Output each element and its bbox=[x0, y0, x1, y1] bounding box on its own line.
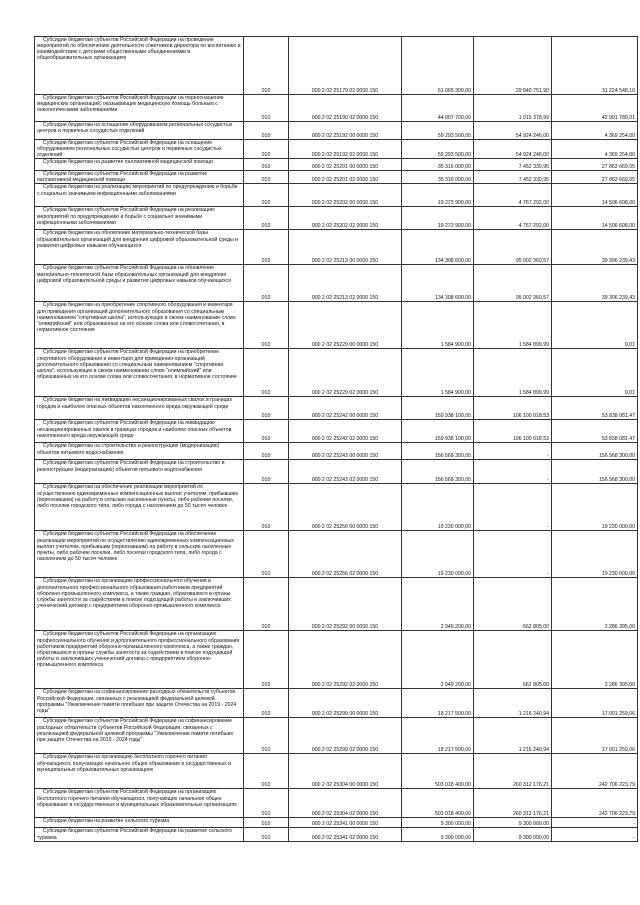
row-name-cell: Субсидии бюджетам на обеспечение реализации мероприятий по осуществлению единовременных компенсационных выплат учителям, прибывшим (переехавшим) на работу в сельские населенные пункты, либо рабочие поселки, либо поселки городского типа, либо города с населением до 50 тысяч человек bbox=[35, 484, 244, 531]
row-kbk-cell: 000 2 02 25213 02 0000 150 bbox=[289, 265, 402, 302]
row-code-cell: 010 bbox=[244, 122, 289, 140]
table-row bbox=[35, 789, 638, 818]
row-done-cell: 29 840 751,90 bbox=[474, 37, 552, 95]
row-done-cell: 106 100 018,53 bbox=[474, 420, 552, 443]
row-kbk-cell: 000 2 02 25299 00 0000 150 bbox=[289, 689, 402, 718]
row-rest-cell: 17 001 259,06 bbox=[552, 689, 638, 718]
row-rest-cell: 2 286 395,00 bbox=[552, 631, 638, 689]
row-rest-cell: 17 001 259,06 bbox=[552, 718, 638, 754]
row-code-cell: 010 bbox=[244, 397, 289, 420]
row-done-cell: 7 452 330,95 bbox=[474, 171, 552, 184]
row-done-cell: 1 015 378,99 bbox=[474, 95, 552, 122]
row-plan-cell: 1 584 900,00 bbox=[402, 302, 474, 349]
row-rest-cell: 19 230 000,00 bbox=[552, 484, 638, 531]
row-kbk-cell: 000 2 02 25190 02 0000 150 bbox=[289, 95, 402, 122]
row-rest-cell: 31 224 548,10 bbox=[552, 37, 638, 95]
row-kbk-cell: 000 2 02 25292 02 0000 150 bbox=[289, 631, 402, 689]
row-name-cell: Субсидии бюджетам субъектов Российской Федерации на проведение мероприятий по обеспечению деятельности советников директора по воспитанию и взаимодействию с детскими общественными объединениями в общеобразовательных организациях bbox=[35, 37, 244, 95]
table-row bbox=[35, 159, 638, 171]
row-name-cell: Субсидии бюджетам на обновление материально-технической базы образовательных организаций для внедрения цифровой образовательной среды и развития цифровых навыков обучающихся bbox=[35, 230, 244, 265]
row-name-cell: Субсидии бюджетам субъектов Российской Федерации на приобретение спортивного оборудования и инвентаря для приведения организаций дополнительного образования со специальным наименованием "спортивная школа", использующих в своем наименовании слово "олимпийский" или образованных на его основе слова или словосочетания, в нормативное состояние bbox=[35, 349, 244, 397]
row-name-cell: Субсидии бюджетам субъектов Российской Федерации на переоснащение медицинских организаций, оказывающих медицинскую помощь больным с онкологическими заболеваниями bbox=[35, 95, 244, 122]
row-done-cell: 9 300 000,00 bbox=[474, 828, 552, 841]
row-name-cell: Субсидии бюджетам на организацию бесплатного горячего питания обучающихся, получающих начальное общее образование в государственных и муниципальных образовательных организациях bbox=[35, 754, 244, 789]
row-done-cell: 1 216 240,94 bbox=[474, 689, 552, 718]
row-kbk-cell: 000 2 02 25299 02 0000 150 bbox=[289, 718, 402, 754]
row-done-cell: 106 100 018,53 bbox=[474, 397, 552, 420]
table-row bbox=[35, 460, 638, 484]
table-row bbox=[35, 828, 638, 841]
table-row bbox=[35, 631, 638, 689]
row-done-cell: - bbox=[474, 460, 552, 484]
row-plan-cell: 19 273 900,00 bbox=[402, 207, 474, 230]
row-done-cell: 4 767 292,00 bbox=[474, 184, 552, 207]
row-code-cell: 010 bbox=[244, 302, 289, 349]
row-name-cell: Субсидии бюджетам субъектов Российской Федерации на обновление материально-технической базы образовательных организаций для внедрения цифровой образовательной среды и развития цифровых навыков обучающихся bbox=[35, 265, 244, 302]
table-row bbox=[35, 95, 638, 122]
row-plan-cell: 59 293 500,00 bbox=[402, 140, 474, 159]
table-row bbox=[35, 754, 638, 789]
row-kbk-cell: 000 2 02 25292 00 0000 150 bbox=[289, 578, 402, 631]
row-code-cell: 010 bbox=[244, 140, 289, 159]
row-code-cell: 010 bbox=[244, 789, 289, 818]
row-name-cell: Субсидии бюджетам субъектов Российской Федерации на оснащение оборудованием региональных сосудистых центров и первичных сосудистых отделений bbox=[35, 140, 244, 159]
row-done-cell: 260 312 176,21 bbox=[474, 754, 552, 789]
row-plan-cell: 9 300 000,00 bbox=[402, 828, 474, 841]
row-name-cell: Субсидии бюджетам на оснащение оборудованием региональных сосудистых центров и первичных сосудистых отделений bbox=[35, 122, 244, 140]
row-name-cell: Субсидии бюджетам на организацию профессионального обучения и дополнительного профессионального образования работников предприятий оборонно-промышленного комплекса, а также граждан, обратившихся в органы службы занятости за содействием в поиске подходящей работы и заключивших ученический договор с предприятием оборонно-промышленного комплекса bbox=[35, 578, 244, 631]
row-rest-cell: 27 863 669,05 bbox=[552, 159, 638, 171]
row-plan-cell: 59 293 500,00 bbox=[402, 122, 474, 140]
row-rest-cell: 242 706 223,79 bbox=[552, 789, 638, 818]
row-done-cell: - bbox=[474, 531, 552, 578]
row-plan-cell: 18 217 500,00 bbox=[402, 718, 474, 754]
row-code-cell: 010 bbox=[244, 230, 289, 265]
row-kbk-cell: 000 2 02 25242 02 0000 150 bbox=[289, 420, 402, 443]
row-rest-cell: 53 838 081,47 bbox=[552, 397, 638, 420]
row-name-cell: Субсидии бюджетам субъектов Российской Федерации на ликвидацию несанкционированных свалок в границах городов и наиболее опасных объектов накопленного вреда окружающей среде bbox=[35, 420, 244, 443]
row-code-cell: 010 bbox=[244, 443, 289, 460]
row-rest-cell: 42 991 789,01 bbox=[552, 95, 638, 122]
row-code-cell: 010 bbox=[244, 184, 289, 207]
row-rest-cell: 53 838 081,47 bbox=[552, 420, 638, 443]
row-name-cell: Субсидии бюджетам на строительство и реконструкцию (модернизацию) объектов питьевого водоснабжения bbox=[35, 443, 244, 460]
row-done-cell: 662 805,00 bbox=[474, 631, 552, 689]
row-name-cell: Субсидии бюджетам субъектов Российской Федерации на обеспечение реализации мероприятий по осуществлению единовременных компенсационных выплат учителям, прибывшим (переехавшим) на работу в сельские населенные пункты, либо рабочие поселки, либо поселки городского типа, либо города с населением до 50 тысяч человек bbox=[35, 531, 244, 578]
row-done-cell: - bbox=[474, 484, 552, 531]
row-code-cell: 010 bbox=[244, 828, 289, 841]
row-code-cell: 010 bbox=[244, 95, 289, 122]
row-code-cell: 010 bbox=[244, 171, 289, 184]
row-kbk-cell: 000 2 02 25229 02 0000 150 bbox=[289, 349, 402, 397]
row-done-cell: 4 767 292,00 bbox=[474, 207, 552, 230]
row-kbk-cell: 000 2 02 25304 02 0000 150 bbox=[289, 789, 402, 818]
row-code-cell: 010 bbox=[244, 207, 289, 230]
row-code-cell: 010 bbox=[244, 754, 289, 789]
row-rest-cell: 242 706 223,79 bbox=[552, 754, 638, 789]
table-row bbox=[35, 171, 638, 184]
row-rest-cell: 27 863 669,05 bbox=[552, 171, 638, 184]
row-plan-cell: 19 230 000,00 bbox=[402, 484, 474, 531]
row-plan-cell: 159 938 100,00 bbox=[402, 420, 474, 443]
row-plan-cell: 19 230 000,00 bbox=[402, 531, 474, 578]
row-plan-cell: 35 316 000,00 bbox=[402, 159, 474, 171]
row-kbk-cell: 000 2 02 25243 02 0000 150 bbox=[289, 460, 402, 484]
row-rest-cell: 2 286 395,00 bbox=[552, 578, 638, 631]
row-kbk-cell: 000 2 02 25229 00 0000 150 bbox=[289, 302, 402, 349]
row-kbk-cell: 000 2 02 25179 02 0000 150 bbox=[289, 37, 402, 95]
table-row bbox=[35, 397, 638, 420]
row-done-cell: 1 584 899,99 bbox=[474, 302, 552, 349]
row-kbk-cell: 000 2 02 25192 00 0000 150 bbox=[289, 122, 402, 140]
row-kbk-cell: 000 2 02 25201 00 0000 150 bbox=[289, 159, 402, 171]
row-plan-cell: 9 300 000,00 bbox=[402, 818, 474, 828]
table-row bbox=[35, 265, 638, 302]
row-done-cell: 54 924 246,00 bbox=[474, 122, 552, 140]
row-plan-cell: 18 217 500,00 bbox=[402, 689, 474, 718]
row-rest-cell: - bbox=[552, 818, 638, 828]
row-plan-cell: 1 584 900,00 bbox=[402, 349, 474, 397]
row-kbk-cell: 000 2 02 25341 02 0000 150 bbox=[289, 828, 402, 841]
row-done-cell: 9 300 000,00 bbox=[474, 818, 552, 828]
row-plan-cell: 503 018 400,00 bbox=[402, 754, 474, 789]
row-rest-cell: 156 568 300,00 bbox=[552, 460, 638, 484]
row-name-cell: Субсидии бюджетам на софинансирование расходных обязательств субъектов Российской Федерации, связанных с реализацией федеральной целевой программы "Увековечение памяти погибших при защите Отечества на 2019 - 2024 годы" bbox=[35, 689, 244, 718]
table-row bbox=[35, 484, 638, 531]
row-plan-cell: 2 949 200,00 bbox=[402, 631, 474, 689]
row-plan-cell: 44 007 700,00 bbox=[402, 95, 474, 122]
table-row bbox=[35, 420, 638, 443]
table-body bbox=[35, 37, 638, 842]
table-row bbox=[35, 531, 638, 578]
table-row bbox=[35, 122, 638, 140]
row-done-cell: 7 452 330,95 bbox=[474, 159, 552, 171]
table-row bbox=[35, 230, 638, 265]
row-plan-cell: 35 316 000,00 bbox=[402, 171, 474, 184]
row-code-cell: 010 bbox=[244, 460, 289, 484]
table-row bbox=[35, 818, 638, 828]
row-rest-cell: 4 369 254,00 bbox=[552, 122, 638, 140]
row-code-cell: 010 bbox=[244, 689, 289, 718]
table-row bbox=[35, 207, 638, 230]
row-kbk-cell: 000 2 02 25201 02 0000 150 bbox=[289, 171, 402, 184]
row-code-cell: 010 bbox=[244, 531, 289, 578]
row-rest-cell: 14 506 608,00 bbox=[552, 184, 638, 207]
row-name-cell: Субсидии бюджетам на развитие паллиативной медицинской помощи bbox=[35, 159, 244, 171]
row-kbk-cell: 000 2 02 25202 00 0000 150 bbox=[289, 184, 402, 207]
row-done-cell: 95 002 360,57 bbox=[474, 265, 552, 302]
row-code-cell: 010 bbox=[244, 159, 289, 171]
row-rest-cell: 19 230 000,00 bbox=[552, 531, 638, 578]
row-plan-cell: 2 949 200,00 bbox=[402, 578, 474, 631]
row-code-cell: 010 bbox=[244, 420, 289, 443]
row-kbk-cell: 000 2 02 25202 02 0000 150 bbox=[289, 207, 402, 230]
row-code-cell: 010 bbox=[244, 818, 289, 828]
row-name-cell: Субсидии бюджетам субъектов Российской Федерации на софинансирование расходных обязательств субъектов Российской Федерации, связанных с реализацией федеральной целевой программы "Увековечение памяти погибших при защите Отечества на 2019 - 2024 годы" bbox=[35, 718, 244, 754]
row-code-cell: 010 bbox=[244, 349, 289, 397]
row-done-cell: 662 805,00 bbox=[474, 578, 552, 631]
table-row bbox=[35, 718, 638, 754]
row-kbk-cell: 000 2 02 25213 00 0000 150 bbox=[289, 230, 402, 265]
row-code-cell: 010 bbox=[244, 718, 289, 754]
row-name-cell: Субсидии бюджетам субъектов Российской Федерации на организацию профессионального обучения и дополнительного профессионального образования работников предприятий оборонно-промышленного комплекса, а также граждан, обратившихся в органы службы занятости за содействием в поиске подходящей работы и заключивших ученический договор с предприятием оборонно-промышленного комплекса bbox=[35, 631, 244, 689]
row-rest-cell: 39 306 239,43 bbox=[552, 265, 638, 302]
row-plan-cell: 61 065 300,00 bbox=[402, 37, 474, 95]
row-plan-cell: 503 018 400,00 bbox=[402, 789, 474, 818]
row-done-cell: 1 584 899,99 bbox=[474, 349, 552, 397]
row-done-cell: 54 924 246,00 bbox=[474, 140, 552, 159]
row-kbk-cell: 000 2 02 25341 00 0000 150 bbox=[289, 818, 402, 828]
table-row bbox=[35, 302, 638, 349]
row-rest-cell: 39 306 239,43 bbox=[552, 230, 638, 265]
row-name-cell: Субсидии бюджетам на реализацию мероприятий по предупреждению и борьбе с социально значимыми инфекционными заболеваниями bbox=[35, 184, 244, 207]
table-row bbox=[35, 578, 638, 631]
row-code-cell: 010 bbox=[244, 484, 289, 531]
table-row bbox=[35, 349, 638, 397]
row-rest-cell: 4 369 254,00 bbox=[552, 140, 638, 159]
row-code-cell: 010 bbox=[244, 578, 289, 631]
table-row bbox=[35, 184, 638, 207]
row-code-cell: 010 bbox=[244, 265, 289, 302]
row-kbk-cell: 000 2 02 25242 00 0000 150 bbox=[289, 397, 402, 420]
row-name-cell: Субсидии бюджетам субъектов Российской Федерации на организацию бесплатного горячего питания обучающихся, получающих начальное общее образование в государственных и муниципальных образовательных организациях bbox=[35, 789, 244, 818]
table-row bbox=[35, 140, 638, 159]
budget-revenue-table bbox=[34, 36, 638, 842]
row-rest-cell: - bbox=[552, 828, 638, 841]
row-kbk-cell: 000 2 02 25256 02 0000 150 bbox=[289, 531, 402, 578]
table-row bbox=[35, 443, 638, 460]
row-name-cell: Субсидии бюджетам на развитие сельского туризма bbox=[35, 818, 244, 828]
row-name-cell: Субсидии бюджетам на ликвидацию несанкционированных свалок в границах городов и наиболее опасных объектов накопленного вреда окружающей среде bbox=[35, 397, 244, 420]
row-name-cell: Субсидии бюджетам субъектов Российской Федерации на развитие паллиативной медицинской помощи bbox=[35, 171, 244, 184]
row-code-cell: 010 bbox=[244, 631, 289, 689]
row-kbk-cell: 000 2 02 25192 02 0000 150 bbox=[289, 140, 402, 159]
table-row bbox=[35, 37, 638, 95]
row-done-cell: - bbox=[474, 443, 552, 460]
row-done-cell: 95 002 360,57 bbox=[474, 230, 552, 265]
row-rest-cell: 156 568 300,00 bbox=[552, 443, 638, 460]
row-kbk-cell: 000 2 02 25256 00 0000 150 bbox=[289, 484, 402, 531]
table-row bbox=[35, 689, 638, 718]
row-rest-cell: 0,01 bbox=[552, 349, 638, 397]
row-plan-cell: 156 568 300,00 bbox=[402, 460, 474, 484]
row-name-cell: Субсидии бюджетам на приобретение спортивного оборудования и инвентаря для приведения организаций дополнительного образования со специальным наименованием "спортивная школа", использующих в своем наименовании слово "олимпийский" или образованных на его основе слова или словосочетания, в нормативное состояние bbox=[35, 302, 244, 349]
row-name-cell: Субсидии бюджетам субъектов Российской Федерации на строительство и реконструкцию (модернизацию) объектов питьевого водоснабжения bbox=[35, 460, 244, 484]
row-name-cell: Субсидии бюджетам субъектов Российской Федерации на реализацию мероприятий по предупреждению и борьбе с социально значимыми инфекционными заболеваниями bbox=[35, 207, 244, 230]
row-plan-cell: 19 273 900,00 bbox=[402, 184, 474, 207]
row-plan-cell: 159 938 100,00 bbox=[402, 397, 474, 420]
row-plan-cell: 134 308 600,00 bbox=[402, 265, 474, 302]
row-code-cell: 010 bbox=[244, 37, 289, 95]
row-rest-cell: 0,01 bbox=[552, 302, 638, 349]
row-plan-cell: 134 308 600,00 bbox=[402, 230, 474, 265]
row-done-cell: 260 312 176,21 bbox=[474, 789, 552, 818]
row-kbk-cell: 000 2 02 25243 00 0000 150 bbox=[289, 443, 402, 460]
row-kbk-cell: 000 2 02 25304 00 0000 150 bbox=[289, 754, 402, 789]
row-plan-cell: 156 568 300,00 bbox=[402, 443, 474, 460]
row-name-cell: Субсидии бюджетам субъектов Российской Федерации на развитие сельского туризма bbox=[35, 828, 244, 841]
row-done-cell: 1 216 240,94 bbox=[474, 718, 552, 754]
row-rest-cell: 14 506 608,00 bbox=[552, 207, 638, 230]
